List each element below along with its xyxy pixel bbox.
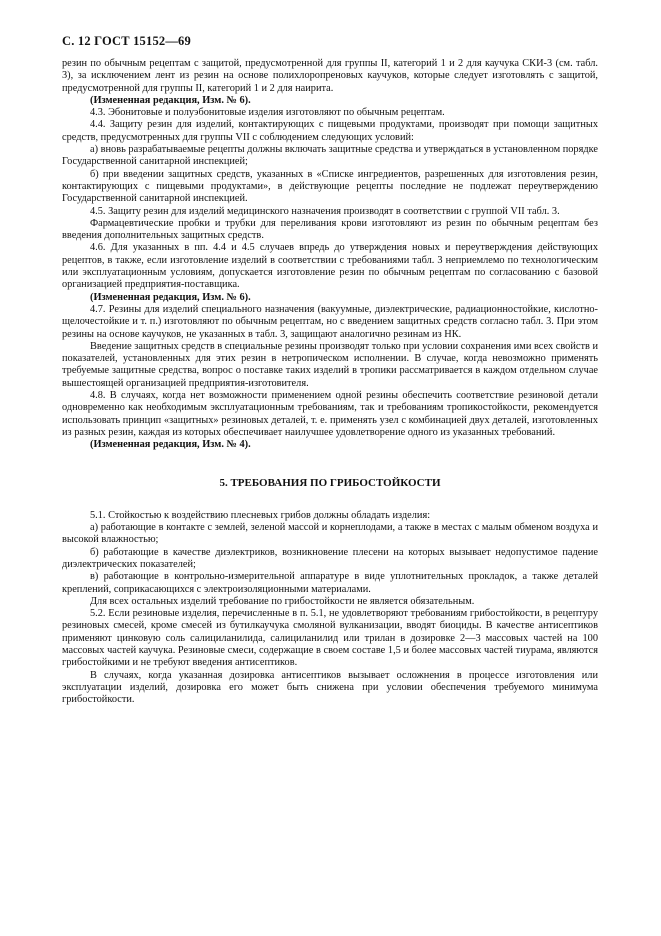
clause-4-7-special: Введение защитных средств в специальные резины производят только при условии сохранения ими всех свойств и показателей, установленных для этих резин в нетропическом исполнении. В случае, когда невозможно применять требуемые защитные средства, вопрос о поставке таких изделий в тропики рассматривается в каждом отдельном случае вышестоящей организацией предприятия-изготовителя.: [62, 340, 598, 389]
clause-4-5-pharma: Фармацевтические пробки и трубки для переливания крови изготовляют из резин по обычным рецептам без введения дополнительных защитных средств.: [62, 217, 598, 242]
edition-note: (Измененная редакция, Изм. № 6).: [90, 291, 251, 303]
clause-4-3: 4.3. Эбонитовые и полуэбонитовые изделия изготовляют по обычным рецептам.: [90, 107, 445, 119]
edition-note: (Измененная редакция, Изм. № 4).: [90, 439, 251, 451]
clause-5-2: 5.2. Если резиновые изделия, перечисленные в п. 5.1, не удовлетворяют требованиям грибостойкости, в рецептуру резиновых смесей, кроме смесей из бутилкаучука смоляной вулканизации, вводят биоциды. В качестве антисептиков применяют цинковую соль салициланилида, салициланилид или трилан в дозировке 2—3 массовых частей на 100 массовых частей каучука. Резиновые смеси, содержащие в своем составе 1,5 и более массовых частей тиурама, являются грибостойкими и не требуют введения антисептиков.: [62, 608, 598, 669]
clause-4-7: 4.7. Резины для изделий специального назначения (вакуумные, диэлектрические, радиационностойкие, кислотно-щелочестойкие и т. п.) изготовляют по обычным рецептам, но с введением защитных средств согласно табл. 3. При этом резины на основе каучуков, не указанных в табл. 3, защищают аналогично резинам из НК.: [62, 303, 598, 340]
clause-5-1-a: а) работающие в контакте с землей, зеленой массой и корнеплодами, а также в местах с малым обменом воздуха и высокой влажностью;: [62, 522, 598, 546]
clause-4-4-a: а) вновь разрабатываемые рецепты должны включать защитные средства и утверждаться в установленном порядке Государственной санитарной инспекцией;: [62, 144, 598, 168]
clause-5-1-c: в) работающие в контрольно-измерительной аппаратуре в виде уплотнительных прокладок, а также деталей креплений, соприкасающихся с электроизоляционными материалами.: [62, 571, 598, 595]
clause-4-6: 4.6. Для указанных в пп. 4.4 и 4.5 случаев впредь до утверждения новых и переутверждения действующих рецептов, в также, если изготовление изделий в соответствии с требованиями табл. 3 неприемлемо по технологическим или эксплуатационным условиям, допускается изготовление резин по обычным рецептам по согласованию с базовой организацией предприятия-поставщика.: [62, 242, 598, 291]
edition-note: (Измененная редакция, Изм. № 6).: [90, 94, 251, 106]
paragraph-continuation: резин по обычным рецептам с защитой, предусмотренной для группы II, категорий 1 и 2 для каучука СКИ-3 (см. табл. 3), за исключением лент из резин на основе полихлоропреновых каучуков, которые следует изготовлять с защитой, предусмотренной для группы II, категорий 1 и 2 для наирита.: [62, 58, 598, 94]
page-header: С. 12 ГОСТ 15152—69: [62, 34, 191, 48]
clause-5-2-dosage: В случаях, когда указанная дозировка антисептиков вызывает осложнения в процессе изготовления или эксплуатации изделий, дозировка его может быть снижена при условии обеспечения требуемого минимума грибостойкости.: [62, 669, 598, 706]
section-heading: 5. ТРЕБОВАНИЯ ПО ГРИБОСТОЙКОСТИ: [219, 476, 441, 489]
clause-4-4-b: б) при введении защитных средств, указанных в «Списке ингредиентов, разрешенных для изготовления резин, контактирующих с пищевыми продуктами», в действующие рецепты последние не подлежат переутверждению Государственной санитарной инспекцией.: [62, 168, 598, 205]
clause-5-1: 5.1. Стойкостью к воздействию плесневых грибов должны обладать изделия:: [90, 509, 431, 521]
clause-4-5: 4.5. Защиту резин для изделий медицинского назначения производят в соответствии с группой VII табл. 3.: [90, 205, 560, 217]
clause-5-1-other: Для всех остальных изделий требование по грибостойкости не является обязательным.: [90, 595, 475, 607]
clause-4-4: 4.4. Защиту резин для изделий, контактирующих с пищевыми продуктами, производят при помощи защитных средств, предусмотренных для группы VII с соблюдением следующих условий:: [62, 119, 598, 143]
document-body: [62, 58, 598, 707]
clause-4-8: 4.8. В случаях, когда нет возможности применением одной резины обеспечить соответствие резиновой детали одновременно как необходимым эксплуатационным требованиям, так и требованиям тропикостойкости, рекомендуется использовать принцип «защитных» резиновых деталей, т. е. применять узел с комбинацией двух деталей, изготовленных из разных резин, каждая из которых обеспечивает наилучшее удовлетворение одного из указанных требований.: [62, 390, 598, 438]
clause-5-1-b: б) работающие в качестве диэлектриков, возникновение плесени на которых вызывает недопустимое падение диэлектрических показателей;: [62, 546, 598, 570]
